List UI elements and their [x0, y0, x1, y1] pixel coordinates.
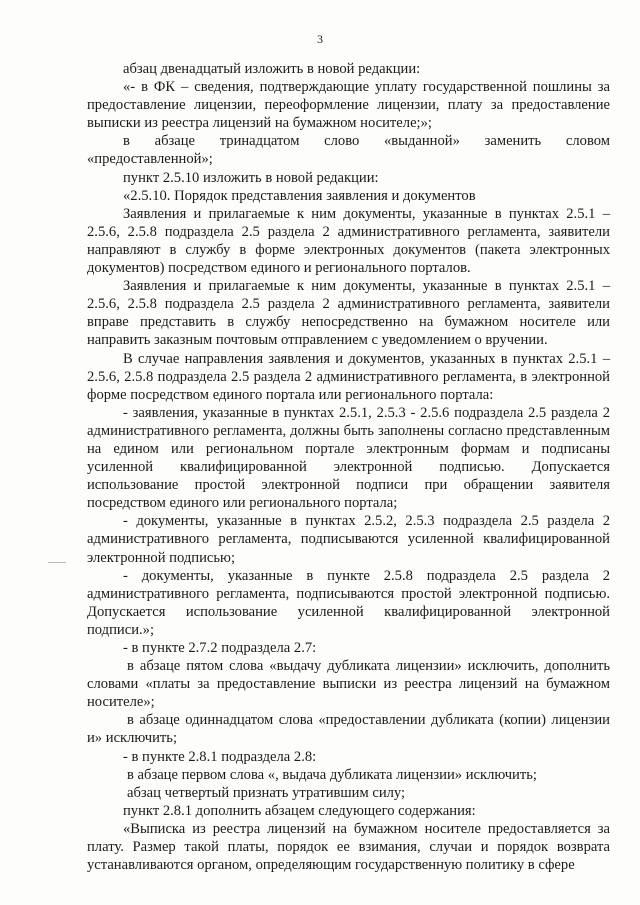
paragraph: абзац двенадцатый изложить в новой редакции:	[123, 61, 421, 77]
paragraph: - в пункте 2.8.1 подраздела 2.8:	[123, 748, 317, 765]
paragraph: пункт 2.5.10 изложить в новой редакции:	[123, 169, 379, 186]
paragraph: абзац четвертый признать утратившим силу;	[127, 784, 406, 801]
paragraph: в абзаце первом слова «, выдача дубликата лицензии» исключить;	[127, 766, 537, 783]
paragraph: Заявления и прилагаемые к ним документы, указанные в пунктах 2.5.1 – 2.5.6, 2.5.8 подраздела 2.5 раздела 2 административного регламента, заявители вправе представить в службу непосредственно на бумажном носителе или направить заказным почтовым отправлением с уведомлением о вручении.	[87, 278, 610, 349]
paragraph: в абзаце пятом слова «выдачу дубликата лицензии» исключить, дополнить словами «платы за предоставление выписки из реестра лицензий на бумажном носителе»;	[87, 658, 610, 711]
paragraph: «2.5.10. Порядок представления заявления и документов	[123, 187, 476, 204]
paragraph: пункт 2.8.1 дополнить абзацем следующего содержания:	[123, 802, 476, 819]
document-body	[87, 60, 610, 874]
paragraph: - в пункте 2.7.2 подраздела 2.7:	[123, 640, 317, 656]
paragraph: в абзаце тринадцатом слово «выданной» заменить словом «предоставленной»;	[87, 133, 610, 168]
paragraph: «- в ФК – сведения, подтверждающие уплату государственной пошлины за предоставление лицензии, переоформление лицензии, плату за предоставление выписки из реестра лицензий на бумажном носителе;»;	[87, 79, 610, 132]
scan-mark	[48, 562, 66, 563]
paragraph: Заявления и прилагаемые к ним документы, указанные в пунктах 2.5.1 – 2.5.6, 2.5.8 подраздела 2.5 раздела 2 административного регламента, заявители направляют в службу в форме электронных документов (пакета электронных документов) посредством единого и регионального порталов.	[87, 205, 610, 277]
paragraph: В случае направления заявления и документов, указанных в пунктах 2.5.1 – 2.5.6, 2.5.8 подраздела 2.5 раздела 2 административного регламента, в электронной форме посредством единого портала или регионального портала:	[87, 350, 610, 403]
list-item: - заявления, указанные в пунктах 2.5.1, 2.5.3 - 2.5.6 подраздела 2.5 раздела 2 административного регламента, должны быть заполнены согласно представленным на едином или региональном портале электронным формам и подписаны усиленной квалифицированной электронной подписью. Допускается использование простой электронной подписи при обращении заявителя посредством единого или регионального портала;	[87, 404, 610, 512]
paragraph: в абзаце одиннадцатом слова «предоставлении дубликата (копии) лицензии и» исключить;	[87, 712, 610, 747]
list-item: - документы, указанные в пунктах 2.5.2, 2.5.3 подраздела 2.5 раздела 2 административного регламента, подписываются усиленной квалифицированной электронной подписью;	[87, 513, 610, 566]
page-number: 3	[317, 32, 323, 46]
paragraph: «Выписка из реестра лицензий на бумажном носителе предоставляется за плату. Размер такой платы, порядок ее взимания, случаи и порядок возврата устанавливаются органом, определяющим государственную политику в сфере	[87, 820, 610, 874]
list-item: - документы, указанные в пункте 2.5.8 подраздела 2.5 раздела 2 административного регламента, подписываются простой электронной подписью. Допускается использование усиленной квалифицированной электронной подписи.»;	[87, 567, 610, 638]
